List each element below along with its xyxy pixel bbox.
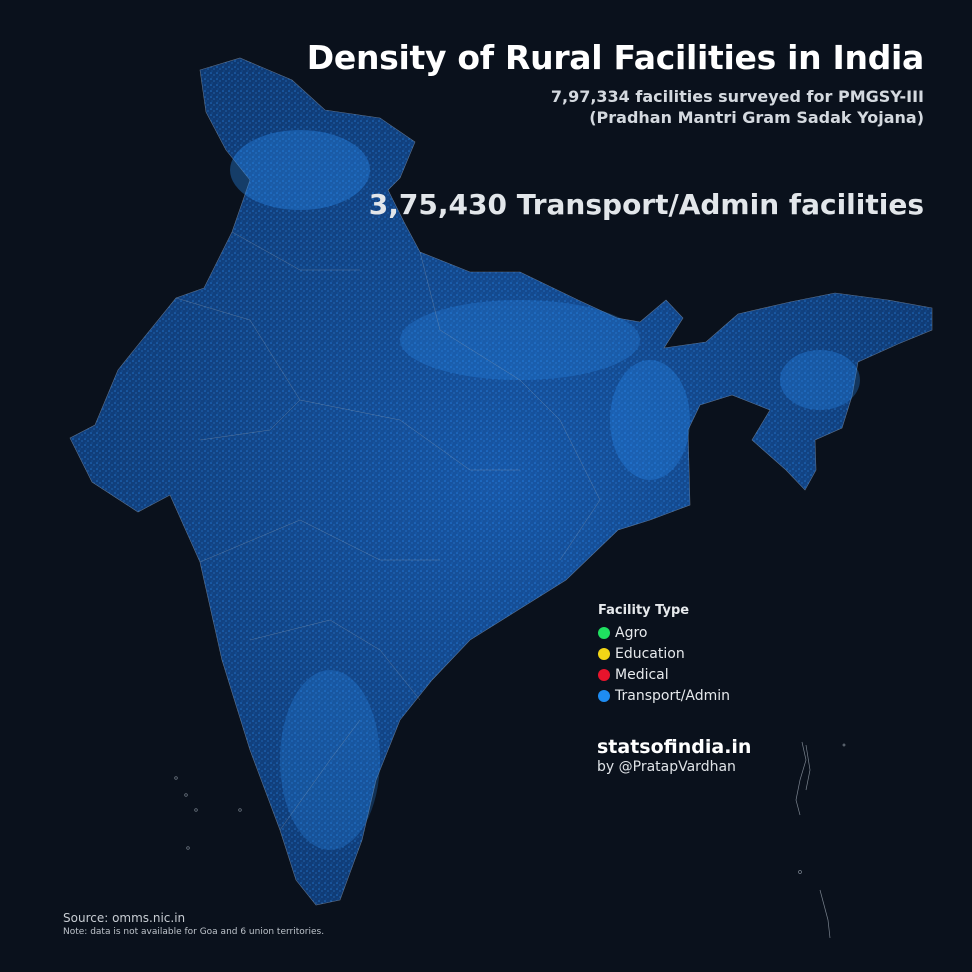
legend-item-education	[598, 643, 730, 664]
subtitle-line-2: (Pradhan Mantri Gram Sadak Yojana)	[589, 108, 924, 127]
medical-dot-icon	[598, 669, 610, 681]
brand-name: statsofindia.in	[597, 736, 752, 758]
note-text: Note: data is not available for Goa and 6 union territories.	[63, 927, 325, 937]
subtitle	[551, 86, 924, 128]
brand-byline: by @PratapVardhan	[597, 759, 736, 775]
legend-title: Facility Type	[598, 603, 690, 618]
legend-label: Education	[615, 645, 685, 662]
dense-region-gangetic	[400, 300, 640, 380]
dense-region-north	[230, 130, 370, 210]
brand	[597, 736, 751, 775]
legend	[598, 603, 730, 706]
highlight-count: 3,75,430 Transport/Admin facilities	[368, 188, 924, 221]
source-text: Source: omms.nic.in	[63, 911, 186, 925]
india-mainland-glow	[70, 58, 932, 905]
dense-region-bengal	[610, 360, 690, 480]
legend-item-transport-admin	[598, 685, 730, 706]
legend-item-medical	[598, 664, 730, 685]
subtitle-line-1: 7,97,334 facilities surveyed for PMGSY-III	[550, 87, 924, 106]
transport-admin-dot-icon	[598, 690, 610, 702]
legend-label: Agro	[615, 624, 648, 641]
education-dot-icon	[598, 648, 610, 660]
lakshadweep-islands	[175, 777, 242, 850]
legend-item-agro	[598, 622, 730, 643]
agro-dot-icon	[598, 627, 610, 639]
dense-region-northeast	[780, 350, 860, 410]
andaman-nicobar-islands	[796, 742, 845, 938]
legend-label: Transport/Admin	[615, 687, 731, 704]
legend-label: Medical	[615, 666, 669, 683]
page-title: Density of Rural Facilities in India	[306, 38, 924, 77]
